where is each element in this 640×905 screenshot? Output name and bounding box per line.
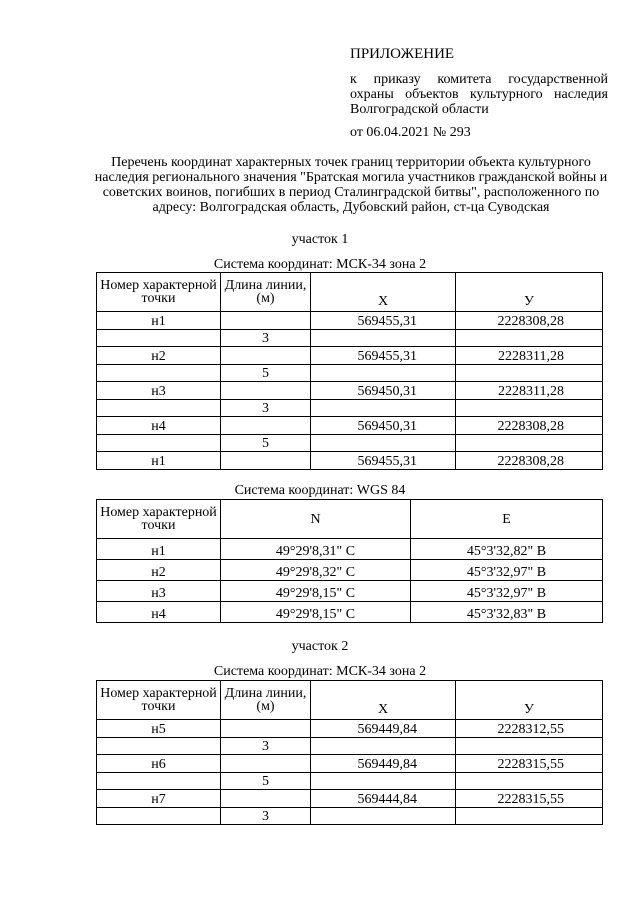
section-1-msk-table <box>96 272 603 470</box>
x-cell: 569450,31 <box>311 382 456 400</box>
header-n: N <box>221 500 411 539</box>
n-cell: 49°29'8,15" С <box>221 602 411 623</box>
point-cell: н1 <box>97 452 221 470</box>
x-cell: 569455,31 <box>311 312 456 330</box>
length-cell: 3 <box>221 808 311 825</box>
n-cell: 49°29'8,15" С <box>221 581 411 602</box>
e-cell: 45°3'32,97" В <box>411 560 603 581</box>
point-cell: н6 <box>97 755 221 773</box>
section-1-wgs-caption: Система координат: WGS 84 <box>234 483 406 498</box>
section-1-wgs-table <box>96 499 603 623</box>
header-point: Номер характерной точки <box>97 681 221 720</box>
table-row <box>97 347 603 365</box>
section-2-msk-table <box>96 680 603 825</box>
table-row <box>97 602 603 623</box>
point-cell: н1 <box>97 539 221 560</box>
length-cell: 5 <box>221 773 311 790</box>
length-cell: 3 <box>221 400 311 417</box>
x-cell: 569455,31 <box>311 452 456 470</box>
y-cell: 2228308,28 <box>456 452 603 470</box>
table-row <box>97 755 603 773</box>
appendix-order-reference: к приказу комитета государственной охраны объектов культурного наследия Волгоградской области <box>350 72 608 117</box>
x-cell: 569444,84 <box>311 790 456 808</box>
x-cell: 569455,31 <box>311 347 456 365</box>
table-row <box>97 417 603 435</box>
point-cell: н2 <box>97 347 221 365</box>
point-cell: н3 <box>97 382 221 400</box>
e-cell: 45°3'32,97" В <box>411 581 603 602</box>
y-cell: 2228315,55 <box>456 755 603 773</box>
header-length: Длина линии, (м) <box>221 273 311 312</box>
table-row <box>97 382 603 400</box>
header-x: X <box>311 273 456 312</box>
y-cell: 2228311,28 <box>456 382 603 400</box>
point-cell: н7 <box>97 790 221 808</box>
y-cell: 2228311,28 <box>456 347 603 365</box>
table-row <box>97 560 603 581</box>
length-cell: 3 <box>221 330 311 347</box>
document-heading: Перечень координат характерных точек границ территории объекта культурного наследия регионального значения "Братская могила участников гражданской войны и советских воинов, погибших в период Сталинградской битвы", расположенного по адресу: Волгоградская область, Дубовский район, ст-ца Суводская <box>94 155 608 215</box>
point-cell: н4 <box>97 417 221 435</box>
n-cell: 49°29'8,32" С <box>221 560 411 581</box>
length-row <box>97 808 603 825</box>
section-2-msk-caption: Система координат: МСК-34 зона 2 <box>213 664 427 679</box>
header-y: У <box>456 273 603 312</box>
e-cell: 45°3'32,83" В <box>411 602 603 623</box>
appendix-date: от 06.04.2021 № 293 <box>350 125 471 140</box>
length-cell: 5 <box>221 435 311 452</box>
x-cell: 569450,31 <box>311 417 456 435</box>
length-cell: 3 <box>221 738 311 755</box>
y-cell: 2228312,55 <box>456 720 603 738</box>
header-e: E <box>411 500 603 539</box>
length-row <box>97 738 603 755</box>
section-2-label: участок 2 <box>291 639 349 654</box>
table-row <box>97 312 603 330</box>
length-row <box>97 773 603 790</box>
table-row <box>97 720 603 738</box>
point-cell: н1 <box>97 312 221 330</box>
length-row <box>97 330 603 347</box>
y-cell: 2228308,28 <box>456 417 603 435</box>
section-1-msk-caption: Система координат: МСК-34 зона 2 <box>213 257 427 272</box>
table-row <box>97 790 603 808</box>
n-cell: 49°29'8,31" С <box>221 539 411 560</box>
header-point: Номер характерной точки <box>97 273 221 312</box>
header-length: Длина линии, (м) <box>221 681 311 720</box>
y-cell: 2228315,55 <box>456 790 603 808</box>
table-header-row <box>97 681 603 720</box>
table-row <box>97 452 603 470</box>
point-cell: н3 <box>97 581 221 602</box>
appendix-title: ПРИЛОЖЕНИЕ <box>350 46 455 62</box>
table-row <box>97 539 603 560</box>
e-cell: 45°3'32,82" В <box>411 539 603 560</box>
y-cell: 2228308,28 <box>456 312 603 330</box>
section-1-label: участок 1 <box>291 232 349 247</box>
table-header-row <box>97 273 603 312</box>
x-cell: 569449,84 <box>311 720 456 738</box>
length-row <box>97 435 603 452</box>
length-row <box>97 365 603 382</box>
length-cell: 5 <box>221 365 311 382</box>
table-row <box>97 581 603 602</box>
point-cell: н5 <box>97 720 221 738</box>
header-point: Номер характерной точки <box>97 500 221 539</box>
length-row <box>97 400 603 417</box>
table-header-row <box>97 500 603 539</box>
point-cell: н2 <box>97 560 221 581</box>
header-y: У <box>456 681 603 720</box>
x-cell: 569449,84 <box>311 755 456 773</box>
header-x: X <box>311 681 456 720</box>
point-cell: н4 <box>97 602 221 623</box>
